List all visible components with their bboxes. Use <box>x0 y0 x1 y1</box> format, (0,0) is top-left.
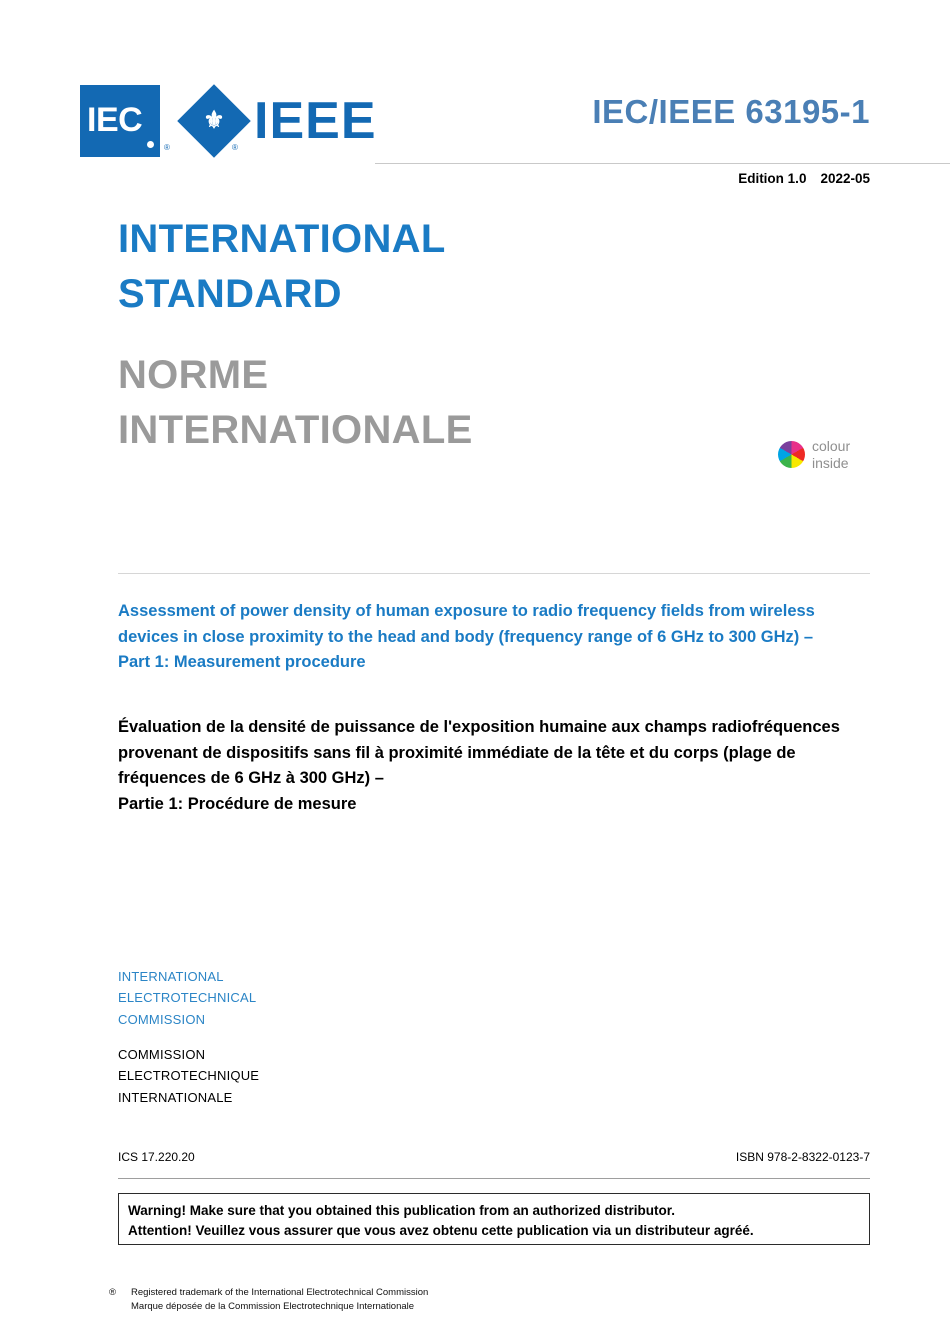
organisation-fr-line2: ELECTROTECHNIQUE <box>118 1068 260 1084</box>
edition-label: Edition 1.0 <box>738 171 807 186</box>
organisation-name-fr <box>118 1044 259 1108</box>
logo-group <box>80 85 170 157</box>
ieee-logo <box>186 85 377 157</box>
standard-title-en-line1: INTERNATIONAL <box>118 217 446 261</box>
organisation-fr-line1: COMMISSION <box>118 1047 206 1062</box>
ieee-logo-text: IEEE <box>254 92 377 150</box>
iec-logo <box>80 85 160 157</box>
warning-text-en: Warning! Make sure that you obtained this publication from an authorized distributor. <box>128 1203 676 1218</box>
header-divider <box>375 163 950 164</box>
edition-info <box>738 171 870 186</box>
organisation-en-line2: ELECTROTECHNICAL <box>118 990 257 1006</box>
trademark-notice <box>109 1286 429 1314</box>
colour-wheel-icon <box>778 441 805 468</box>
document-number: IEC/IEEE 63195-1 <box>592 93 870 130</box>
trademark-text-fr: Marque déposée de la Commission Electrotechnique Internationale <box>131 1300 415 1312</box>
trademark-text-en: Registered trademark of the International Electrotechnical Commission <box>131 1287 429 1298</box>
page-header <box>80 85 870 186</box>
registered-trademark-icon: ® <box>109 1287 116 1298</box>
colour-inside-badge <box>778 438 850 471</box>
subject-title-fr <box>118 715 866 817</box>
organisation-name-en <box>118 966 256 1030</box>
standard-title-fr-line2: INTERNATIONALE <box>118 408 473 453</box>
subject-title-fr-main: Évaluation de la densité de puissance de l'exposition humaine aux champs radiofréquences provenant de dispositifs sans fil à proximité immédiate de la tête et du corps (plage de fréquences de 6 GHz à 300 GHz) – <box>118 718 840 788</box>
subject-title-en <box>118 599 866 676</box>
ics-code: ICS 17.220.20 <box>118 1150 195 1164</box>
iec-registered-icon: ® <box>164 143 170 152</box>
ieee-diamond-glyph: ⚜ <box>203 107 225 134</box>
organisation-fr-line3: INTERNATIONALE <box>118 1089 233 1105</box>
standard-title-en-line2: STANDARD <box>118 272 342 317</box>
footer-divider <box>118 1178 870 1179</box>
warning-text-fr: Attention! Veuillez vous assurer que vous avez obtenu cette publication via un distributeur agréé. <box>128 1223 754 1238</box>
subject-title-en-main: Assessment of power density of human exposure to radio frequency fields from wireless devices in close proximity to the head and body (frequency range of 6 GHz to 300 GHz) – <box>118 602 815 646</box>
title-divider <box>118 573 870 574</box>
standard-title-fr <box>118 348 473 458</box>
organisation-en-line1: INTERNATIONAL <box>118 969 224 984</box>
organisation-en-line3: COMMISSION <box>118 1011 206 1027</box>
iec-logo-text: IEC <box>87 101 143 139</box>
ieee-diamond-icon <box>177 84 251 158</box>
standard-title-fr-line1: NORME <box>118 353 269 397</box>
subject-title-en-part: Part 1: Measurement procedure <box>118 653 366 672</box>
iec-logo-dot <box>147 141 154 148</box>
edition-date: 2022-05 <box>820 171 870 186</box>
colour-inside-line1: colour <box>812 438 851 454</box>
ieee-registered-icon: ® <box>232 143 238 152</box>
colour-inside-line2: inside <box>812 454 849 471</box>
standard-title-en <box>118 212 446 322</box>
colour-inside-text <box>812 438 850 471</box>
warning-box <box>118 1193 870 1245</box>
subject-title-fr-part: Partie 1: Procédure de mesure <box>118 794 357 813</box>
isbn-code: ISBN 978-2-8322-0123-7 <box>735 1150 870 1164</box>
